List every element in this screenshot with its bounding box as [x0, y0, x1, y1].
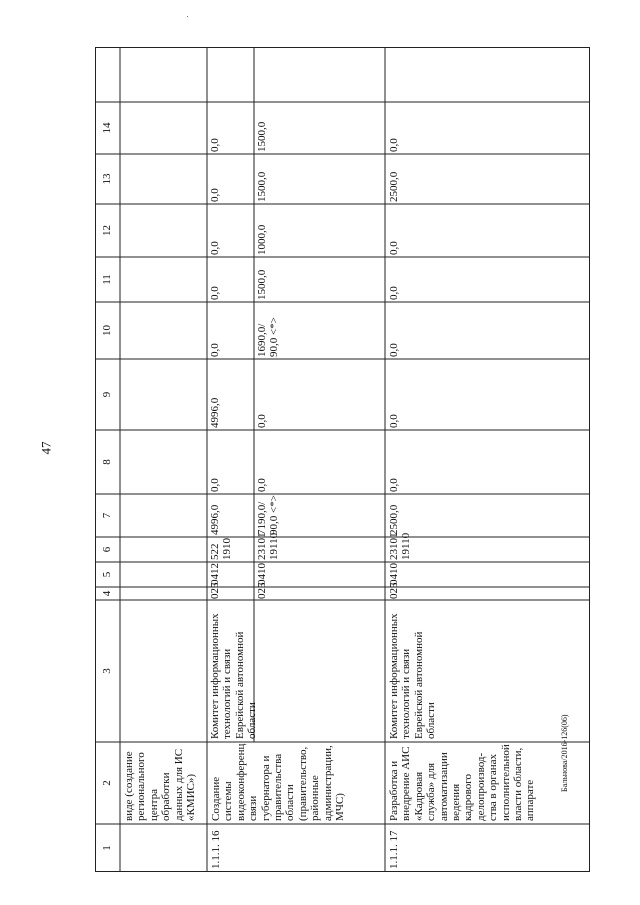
- row2-c13: 1500,0: [256, 171, 268, 202]
- col-header-8: 8: [101, 459, 113, 465]
- row1-c12: 0,0: [209, 241, 221, 255]
- page-number: 47: [38, 441, 54, 455]
- row3-c1: 1.1.1. 17: [388, 830, 400, 869]
- row1-c14: 0,0: [209, 138, 221, 152]
- col-header-10: 10: [101, 325, 113, 336]
- row3-c6: 23101 19110: [388, 532, 413, 560]
- row3-c4: 025: [388, 582, 400, 599]
- col-header-6: 6: [101, 546, 113, 553]
- row2-c10: 1690,0/ 90,0 <*>: [256, 317, 281, 357]
- row2-c6: 23101 19110: [256, 532, 281, 560]
- row2-c1: 1.1.1. 16: [210, 830, 222, 869]
- row3-c2: Разработка и внедрение АИС «Кадровая служба» для автоматизации ведения кадрового делопроизвод-ства в органах исполнительной власти области, аппарате: [388, 744, 537, 821]
- col-header-12: 12: [101, 225, 113, 236]
- col-header-5: 5: [101, 571, 113, 578]
- row3-c11: 0,0: [388, 286, 400, 300]
- row3-c7: 2500,0: [388, 504, 400, 535]
- col-header-11: 11: [101, 274, 113, 285]
- col-header-7: 7: [101, 512, 113, 519]
- scan-speck: [187, 16, 188, 17]
- row1-c3: Комитет информационных технологий и связи Еврейской автономной области: [209, 613, 259, 739]
- row2-c7: 7190,0/ 90,0 <*>: [256, 495, 281, 535]
- row1-c5: 0412: [209, 563, 221, 585]
- row1-c13: 0,0: [209, 188, 221, 202]
- row3-c10: 0,0: [388, 343, 400, 357]
- row3-c8: 0,0: [388, 478, 400, 492]
- col-header-13: 13: [101, 173, 113, 185]
- row1-c11: 0,0: [209, 286, 221, 300]
- col-header-2: 2: [101, 780, 113, 786]
- row3-c9: 0,0: [388, 414, 400, 428]
- row1-c8: 0,0: [209, 478, 221, 492]
- row1-c9: 4996,0: [209, 397, 221, 428]
- row2-c9: 0,0: [256, 414, 268, 428]
- row2-c2: Создание системы видеоконференц связи губернатора и правительства области (правительство, районные администрации, МЧС): [210, 743, 347, 821]
- col-header-14: 14: [101, 122, 113, 134]
- col-header-4: 4: [101, 590, 113, 597]
- row3-c12: 0,0: [388, 241, 400, 255]
- row0-c2: виде (создание регионального центра обработки данных для ИС «КМИС»): [123, 748, 198, 821]
- col-header-3: 3: [101, 668, 113, 674]
- row2-c12: 1000,0: [256, 224, 268, 255]
- row2-c5: 0410: [256, 563, 268, 585]
- row2-c4: 025: [256, 582, 268, 599]
- row2-c11: 1500,0: [256, 269, 268, 300]
- col-header-1: 1: [101, 845, 113, 851]
- row1-c6: 522 1910: [209, 538, 234, 560]
- row3-c14: 0,0: [388, 138, 400, 152]
- col-header-9: 9: [101, 391, 113, 398]
- document-stamp: Бальнова/2016-126(06): [560, 714, 569, 792]
- row1-c7: 4996,0: [209, 504, 221, 535]
- row2-c14: 1500,0: [256, 121, 268, 152]
- row3-c5: 0410: [388, 563, 400, 585]
- row3-c13: 2500,0: [388, 171, 400, 202]
- row2-c8: 0,0: [256, 478, 268, 492]
- row1-c4: 025: [209, 582, 221, 599]
- row1-c10: 0,0: [209, 343, 221, 357]
- row3-c3: Комитет информационных технологий и связи Еврейской автономной области: [388, 613, 438, 739]
